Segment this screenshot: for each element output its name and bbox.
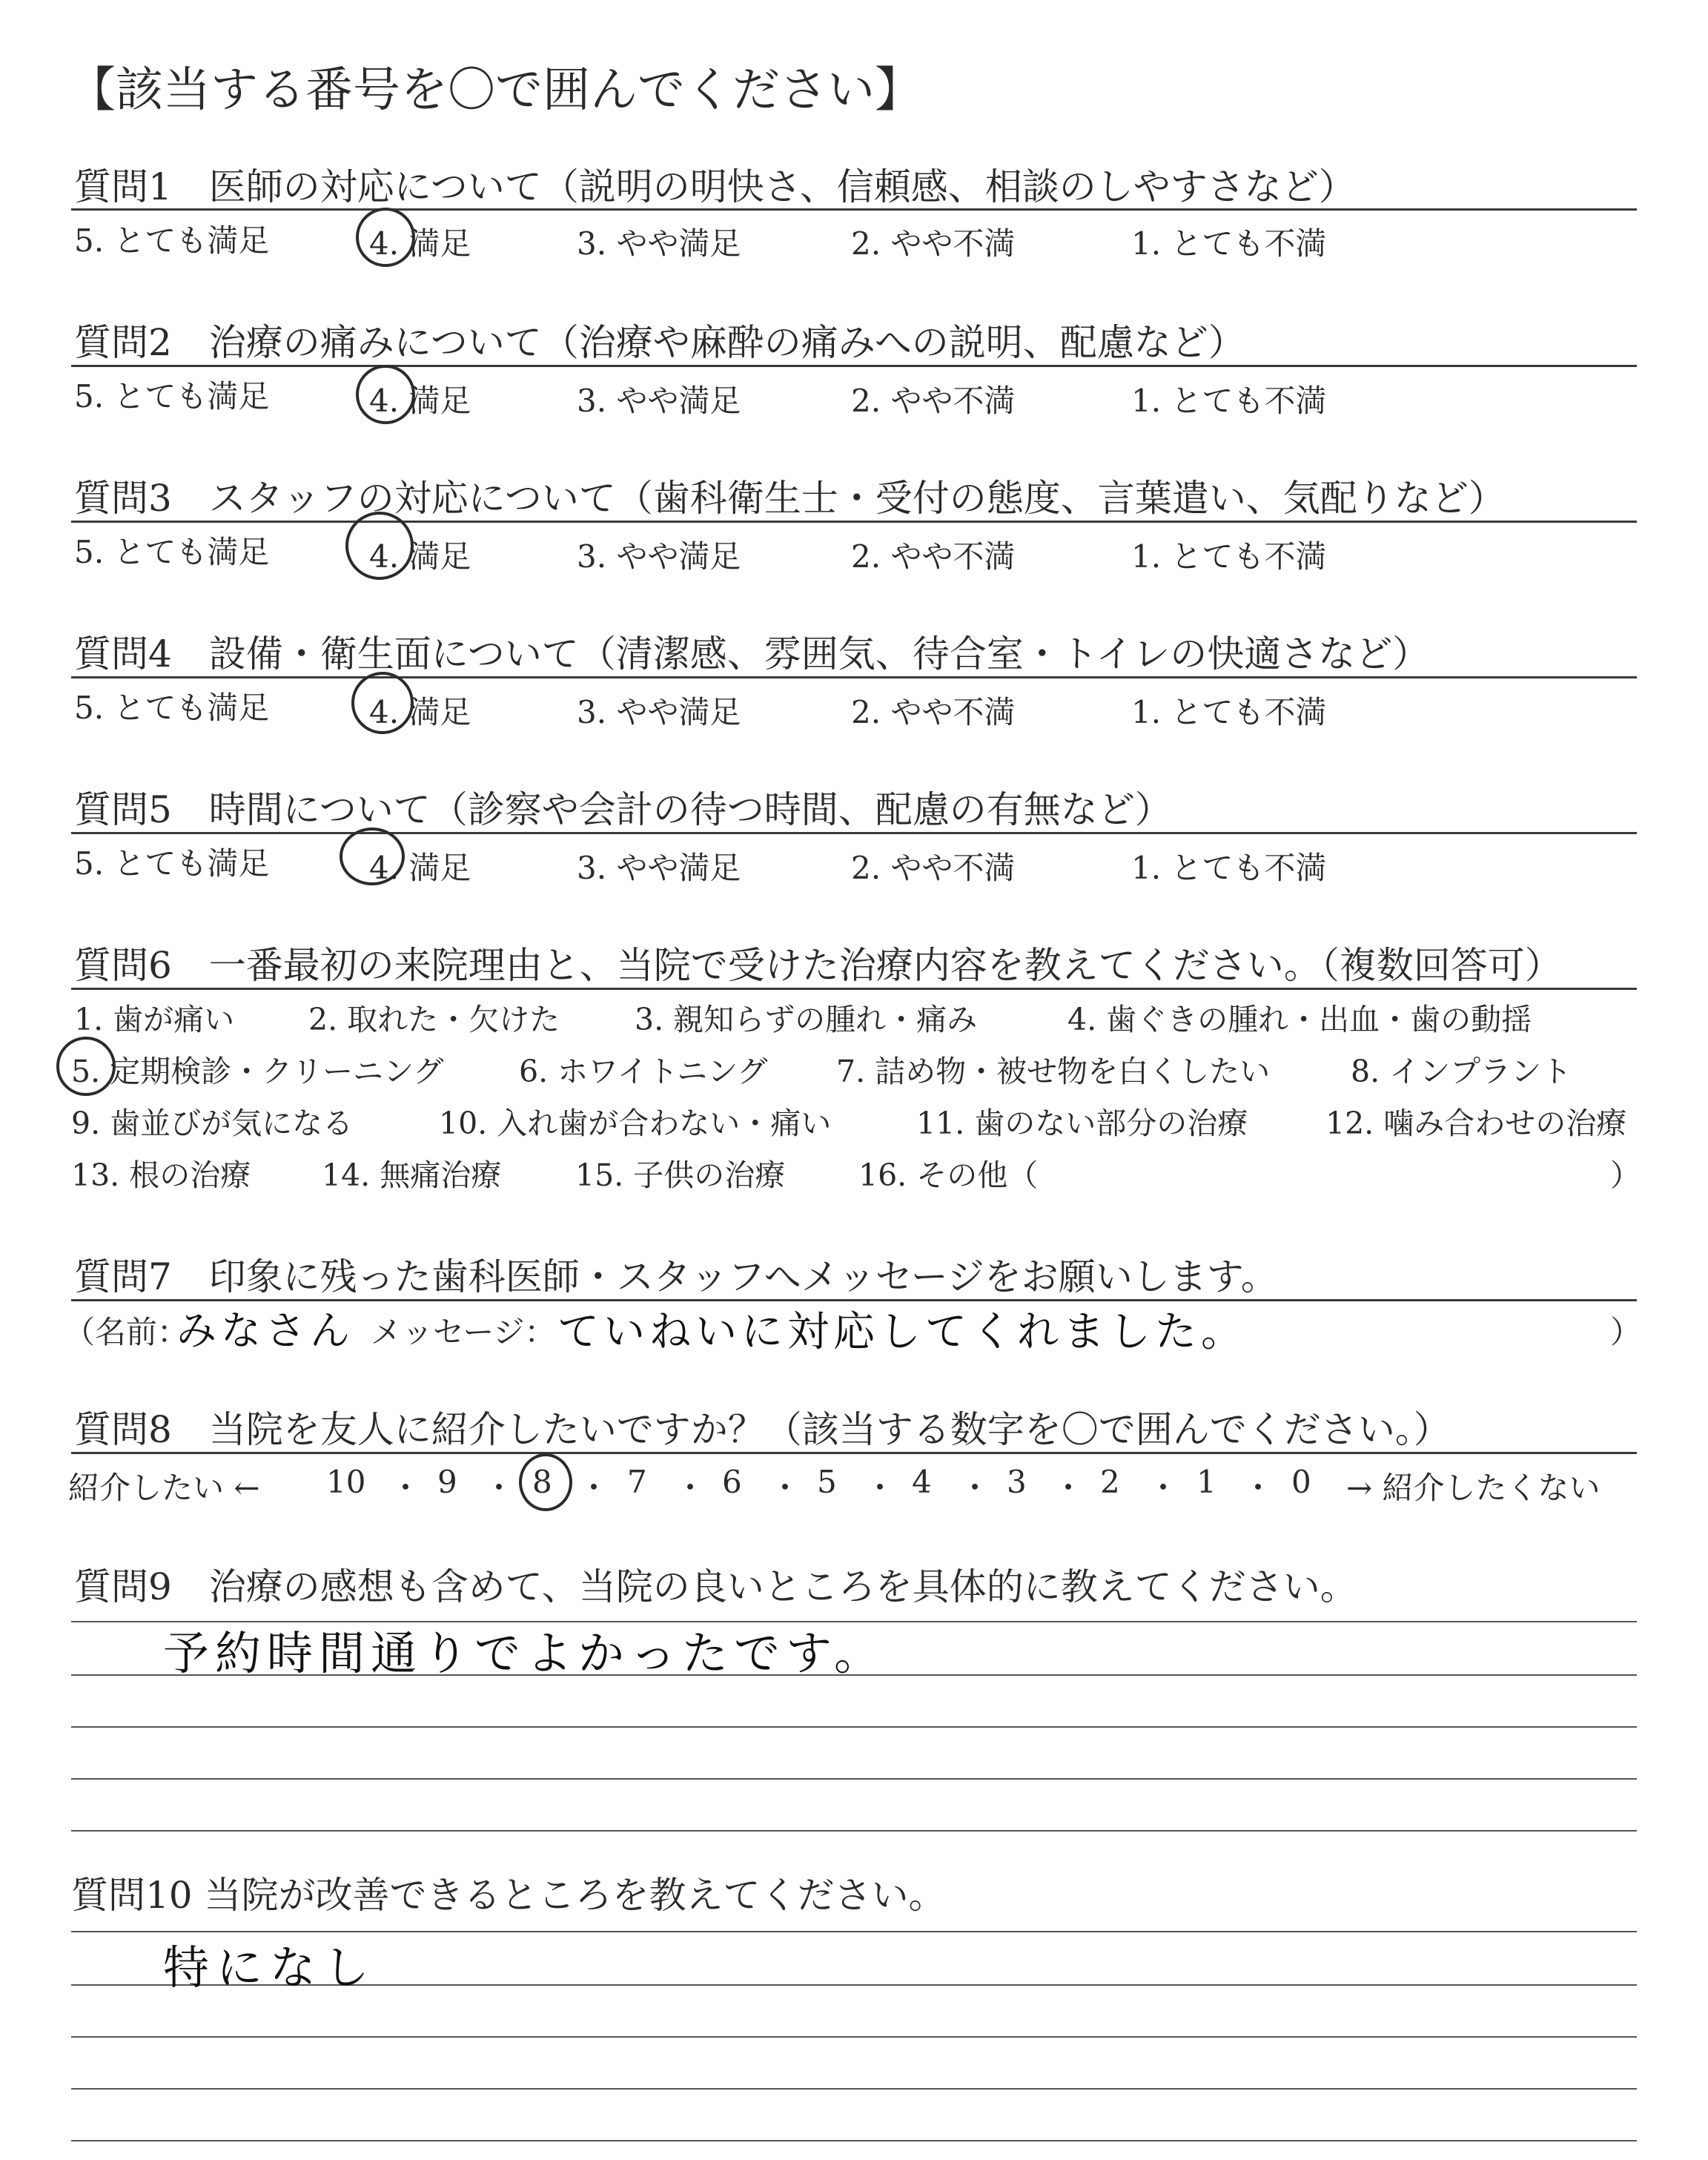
question-10-title: 質問10 当院が改善できるところを教えてください。 bbox=[71, 1874, 946, 1917]
answer-line bbox=[71, 2036, 1637, 2038]
question-3-rule bbox=[71, 521, 1637, 523]
question-2-rule bbox=[71, 365, 1637, 367]
question-2-title: 質問2 治療の痛みについて（治療や麻酔の痛みへの説明、配慮など） bbox=[74, 321, 1245, 364]
selection-circle bbox=[340, 828, 405, 885]
option-3[interactable]: 3. やや満足 bbox=[577, 383, 741, 419]
question-8-rule bbox=[71, 1452, 1637, 1454]
message-answer[interactable]: ていねいに対応してくれました。 bbox=[557, 1308, 1247, 1356]
option-4[interactable]: 4. 満足 bbox=[369, 538, 471, 575]
option-3[interactable]: 3. やや満足 bbox=[577, 850, 741, 886]
selection-circle bbox=[345, 512, 414, 580]
scale-dot: ・ bbox=[864, 1470, 896, 1506]
answer-line bbox=[71, 2088, 1637, 2090]
category-option[interactable]: 14. 無痛治療 bbox=[322, 1157, 502, 1193]
category-option[interactable]: 16. その他（ bbox=[858, 1157, 1039, 1193]
question-1-title: 質問1 医師の対応について（説明の明快さ、信頼感、相談のしやすさなど） bbox=[74, 165, 1356, 208]
option-2[interactable]: 2. やや不満 bbox=[851, 538, 1016, 575]
name-answer[interactable]: みなさん bbox=[176, 1307, 354, 1354]
question-6-rule bbox=[71, 988, 1637, 990]
option-5[interactable]: 5. とても満足 bbox=[74, 534, 270, 570]
category-option[interactable]: 6. ホワイトニング bbox=[519, 1054, 768, 1089]
question-4-title: 質問4 設備・衛生面について（清潔感、雰囲気、待合室・トイレの快適さなど） bbox=[74, 633, 1430, 676]
scale-number[interactable]: 7 bbox=[627, 1464, 647, 1500]
answer-line bbox=[71, 1830, 1637, 1832]
selection-circle bbox=[356, 365, 415, 424]
message-close-paren: ） bbox=[1610, 1314, 1642, 1350]
option-1[interactable]: 1. とても不満 bbox=[1131, 850, 1327, 886]
option-3[interactable]: 3. やや満足 bbox=[577, 225, 741, 262]
scale-number[interactable]: 6 bbox=[722, 1464, 742, 1500]
option-5[interactable]: 5. とても満足 bbox=[74, 690, 270, 726]
scale-dot: ・ bbox=[483, 1470, 515, 1506]
scale-dot: ・ bbox=[578, 1470, 610, 1506]
question-8-title: 質問8 当院を友人に紹介したいですか？（該当する数字を〇で囲んでください。） bbox=[74, 1408, 1451, 1451]
option-4[interactable]: 4. 満足 bbox=[369, 694, 471, 730]
scale-dot: ・ bbox=[675, 1470, 706, 1506]
scale-dot: ・ bbox=[1053, 1470, 1085, 1506]
recommend-right-label: → 紹介したくない bbox=[1346, 1470, 1601, 1506]
option-1[interactable]: 1. とても不満 bbox=[1131, 225, 1327, 262]
selection-circle bbox=[351, 672, 414, 734]
question-6-title: 質問6 一番最初の来院理由と、当院で受けた治療内容を教えてください。（複数回答可） bbox=[74, 944, 1562, 987]
scale-dot: ・ bbox=[959, 1470, 991, 1506]
scale-number[interactable]: 8 bbox=[532, 1464, 552, 1500]
scale-number[interactable]: 3 bbox=[1007, 1464, 1027, 1500]
answer-line bbox=[71, 1726, 1637, 1728]
selection-circle bbox=[56, 1037, 116, 1096]
good-points-answer[interactable]: 予約時間通りでよかったです。 bbox=[163, 1626, 887, 1680]
message-label: メッセージ： bbox=[371, 1314, 556, 1350]
question-1-rule bbox=[71, 208, 1637, 211]
improvements-answer[interactable]: 特になし bbox=[163, 1941, 377, 1995]
question-5-rule bbox=[71, 832, 1637, 834]
scale-dot: ・ bbox=[390, 1470, 422, 1506]
question-9-title: 質問9 治療の感想も含めて、当院の良いところを具体的に教えてください。 bbox=[74, 1565, 1357, 1608]
category-option[interactable]: 9. 歯並びが気になる bbox=[71, 1106, 354, 1141]
scale-dot: ・ bbox=[1242, 1470, 1274, 1506]
scale-number[interactable]: 4 bbox=[912, 1464, 932, 1500]
option-1[interactable]: 1. とても不満 bbox=[1131, 694, 1327, 730]
category-option[interactable]: 5. 定期検診・クリーニング bbox=[71, 1054, 444, 1089]
answer-line bbox=[71, 2140, 1637, 2141]
option-2[interactable]: 2. やや不満 bbox=[851, 850, 1016, 886]
category-option[interactable]: 11. 歯のない部分の治療 bbox=[916, 1106, 1248, 1141]
option-1[interactable]: 1. とても不満 bbox=[1131, 383, 1327, 419]
selection-circle bbox=[356, 208, 415, 267]
selection-circle bbox=[519, 1453, 572, 1511]
question-7-title: 質問7 印象に残った歯科医師・スタッフへメッセージをお願いします。 bbox=[74, 1255, 1278, 1298]
scale-number[interactable]: 5 bbox=[817, 1464, 837, 1500]
option-1[interactable]: 1. とても不満 bbox=[1131, 538, 1327, 575]
option-5[interactable]: 5. とても満足 bbox=[74, 378, 270, 415]
scale-number[interactable]: 9 bbox=[437, 1464, 457, 1500]
option-5[interactable]: 5. とても満足 bbox=[74, 222, 270, 259]
page-header: 【該当する番号を〇で囲んでください】 bbox=[68, 63, 922, 118]
option-4[interactable]: 4. 満足 bbox=[369, 383, 471, 419]
name-label: （名前： bbox=[64, 1314, 189, 1350]
category-option[interactable]: 15. 子供の治療 bbox=[575, 1157, 786, 1193]
option-4[interactable]: 4. 満足 bbox=[369, 850, 471, 886]
scale-number[interactable]: 0 bbox=[1291, 1464, 1311, 1500]
option-3[interactable]: 3. やや満足 bbox=[577, 538, 741, 575]
option-2[interactable]: 2. やや不満 bbox=[851, 225, 1016, 262]
scale-dot: ・ bbox=[1148, 1470, 1179, 1506]
category-option[interactable]: 13. 根の治療 bbox=[71, 1157, 251, 1193]
option-3[interactable]: 3. やや満足 bbox=[577, 694, 741, 730]
option-5[interactable]: 5. とても満足 bbox=[74, 845, 270, 882]
category-option[interactable]: 2. 取れた・欠けた bbox=[308, 1002, 560, 1037]
answer-line bbox=[71, 1778, 1637, 1780]
scale-number[interactable]: 2 bbox=[1100, 1464, 1120, 1500]
option-2[interactable]: 2. やや不満 bbox=[851, 383, 1016, 419]
question-5-title: 質問5 時間について（診察や会計の待つ時間、配慮の有無など） bbox=[74, 788, 1172, 831]
scale-number[interactable]: 1 bbox=[1196, 1464, 1217, 1500]
category-option[interactable]: 12. 噛み合わせの治療 bbox=[1325, 1106, 1627, 1141]
category-option[interactable]: 1. 歯が痛い bbox=[74, 1002, 235, 1037]
category-option[interactable]: 8. インプラント bbox=[1351, 1054, 1572, 1089]
scale-dot: ・ bbox=[769, 1470, 801, 1506]
category-option[interactable]: 10. 入れ歯が合わない・痛い bbox=[439, 1106, 832, 1141]
question-3-title: 質問3 スタッフの対応について（歯科衛生士・受付の態度、言葉遣い、気配りなど） bbox=[74, 477, 1506, 520]
category-option[interactable]: 7. 詰め物・被せ物を白くしたい bbox=[836, 1054, 1271, 1089]
category-option[interactable]: 4. 歯ぐきの腫れ・出血・歯の動揺 bbox=[1068, 1002, 1532, 1037]
option-2[interactable]: 2. やや不満 bbox=[851, 694, 1016, 730]
question-4-rule bbox=[71, 676, 1637, 678]
other-close-paren: ） bbox=[1610, 1157, 1641, 1193]
option-4[interactable]: 4. 満足 bbox=[369, 225, 471, 262]
category-option[interactable]: 3. 親知らずの腫れ・痛み bbox=[635, 1002, 978, 1037]
recommend-left-label: 紹介したい ← bbox=[68, 1470, 260, 1506]
scale-number[interactable]: 10 bbox=[326, 1464, 366, 1500]
